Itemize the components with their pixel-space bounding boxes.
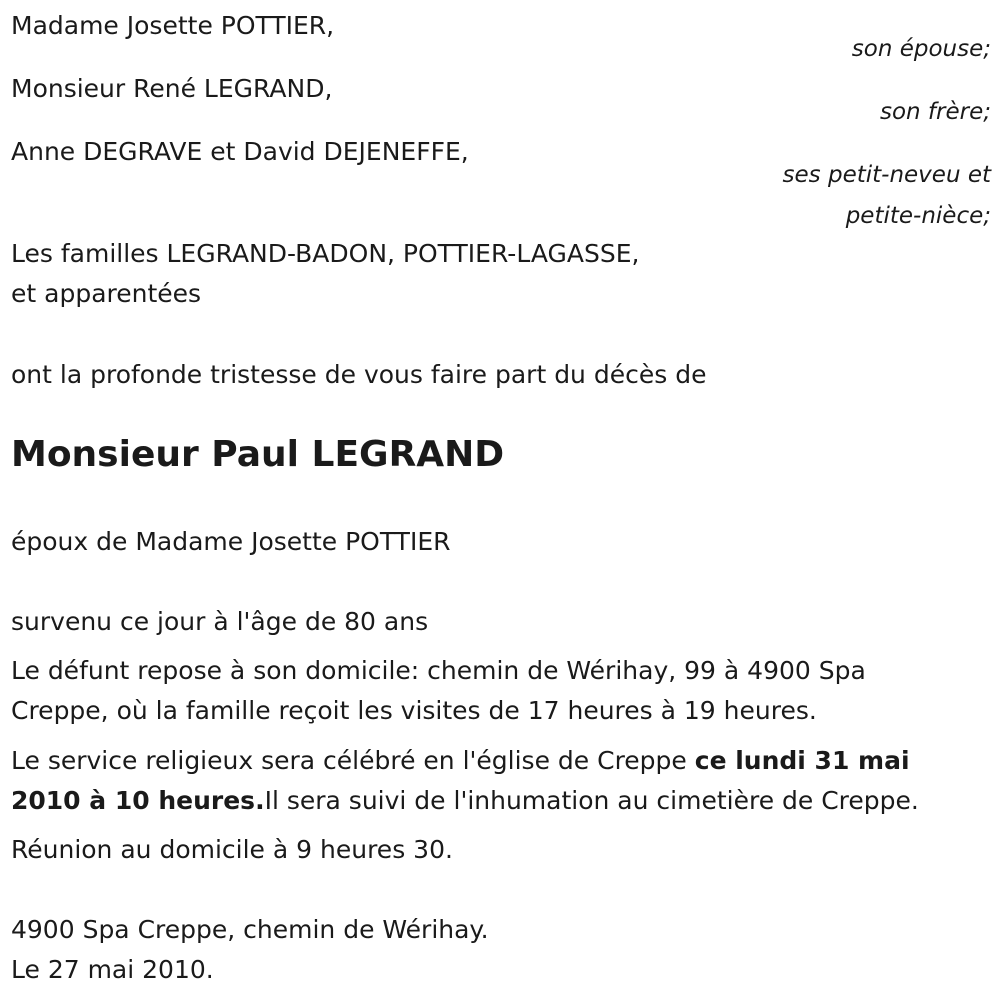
family-member-role-3-line2: petite-nièce; [845, 203, 991, 229]
date-line: Le 27 mai 2010. [11, 955, 214, 984]
deceased-name: Monsieur Paul LEGRAND [11, 434, 505, 475]
family-member-role-3-line1: ses petit-neveu et [782, 162, 991, 188]
families-line-1: Les familles LEGRAND-BADON, POTTIER-LAGASSE, [11, 239, 640, 268]
service-line-1 [11, 741, 910, 781]
family-member-role-1: son épouse; [851, 36, 991, 62]
address-line: 4900 Spa Creppe, chemin de Wérihay. [11, 915, 489, 944]
family-member-name-2: Monsieur René LEGRAND, [11, 74, 333, 103]
family-member-name-1: Madame Josette POTTIER, [11, 11, 335, 40]
service-text-1: Le service religieux sera célébré en l'église de Creppe [11, 746, 695, 775]
service-date-1: ce lundi 31 mai [694, 746, 910, 775]
family-member-name-3: Anne DEGRAVE et David DEJENEFFE, [11, 137, 469, 166]
service-text-2: Il sera suivi de l'inhumation au cimetière de Creppe. [264, 786, 919, 815]
age-line: survenu ce jour à l'âge de 80 ans [11, 607, 429, 636]
repose-line-2: Creppe, où la famille reçoit les visites de 17 heures à 19 heures. [11, 696, 817, 725]
obituary-notice [11, 0, 991, 1001]
family-member-role-2: son frère; [879, 99, 991, 125]
spouse-line: époux de Madame Josette POTTIER [11, 527, 451, 556]
announcement: ont la profonde tristesse de vous faire part du décès de [11, 360, 707, 389]
reunion-line: Réunion au domicile à 9 heures 30. [11, 835, 453, 864]
service-date-2: 2010 à 10 heures. [11, 786, 265, 815]
repose-line-1: Le défunt repose à son domicile: chemin de Wérihay, 99 à 4900 Spa [11, 656, 866, 685]
service-line-2 [11, 781, 919, 821]
families-line-2: et apparentées [11, 279, 202, 308]
